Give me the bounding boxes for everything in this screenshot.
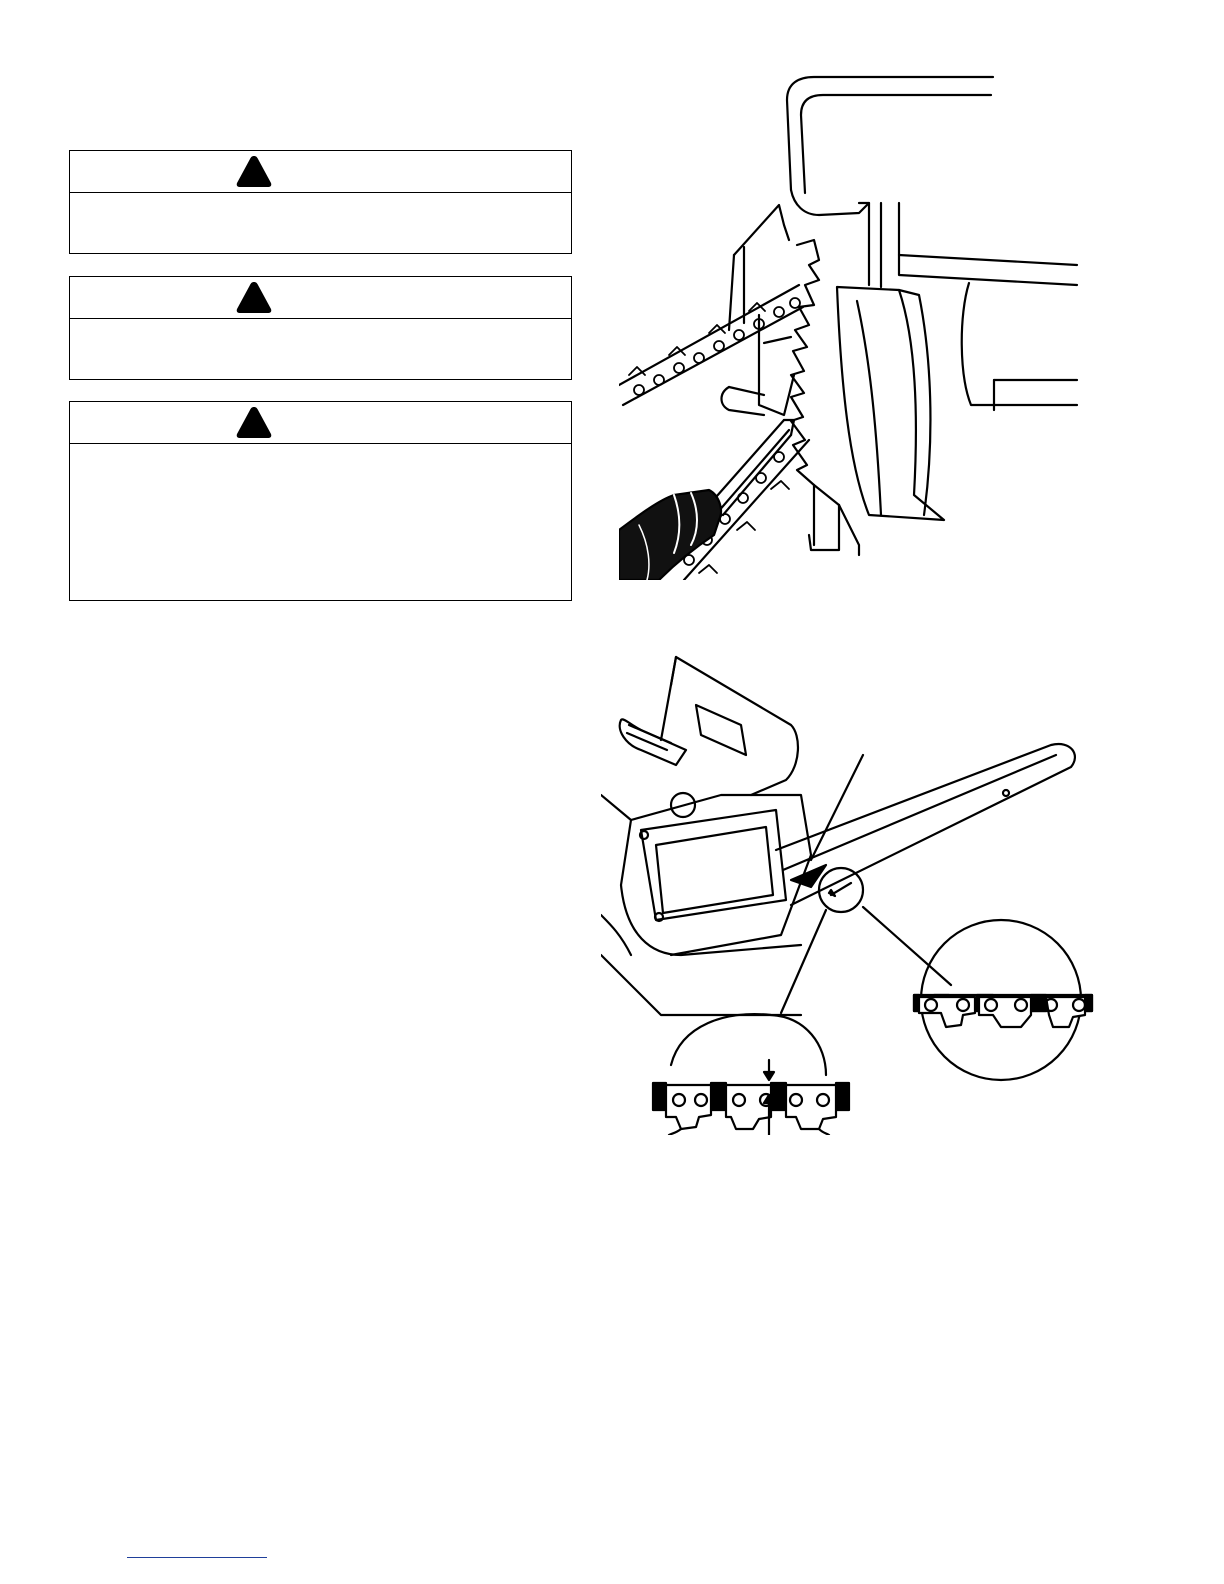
warning-box-3 [69,401,572,601]
chainsaw-depth-gauge-illustration [601,655,1121,1135]
warning-body-2 [70,319,571,377]
warning-header-1 [70,151,571,193]
footer-rule [127,1557,267,1558]
warning-triangle-icon [236,155,272,188]
warning-box-2 [69,276,572,380]
warning-triangle-icon [236,406,272,439]
warning-body-3 [70,444,571,598]
warning-body-1 [70,193,571,253]
chain-file-sharpening-illustration [619,75,1079,580]
warning-box-1 [69,150,572,254]
warning-header-3 [70,402,571,444]
warning-triangle-icon [236,281,272,314]
warning-header-2 [70,277,571,319]
